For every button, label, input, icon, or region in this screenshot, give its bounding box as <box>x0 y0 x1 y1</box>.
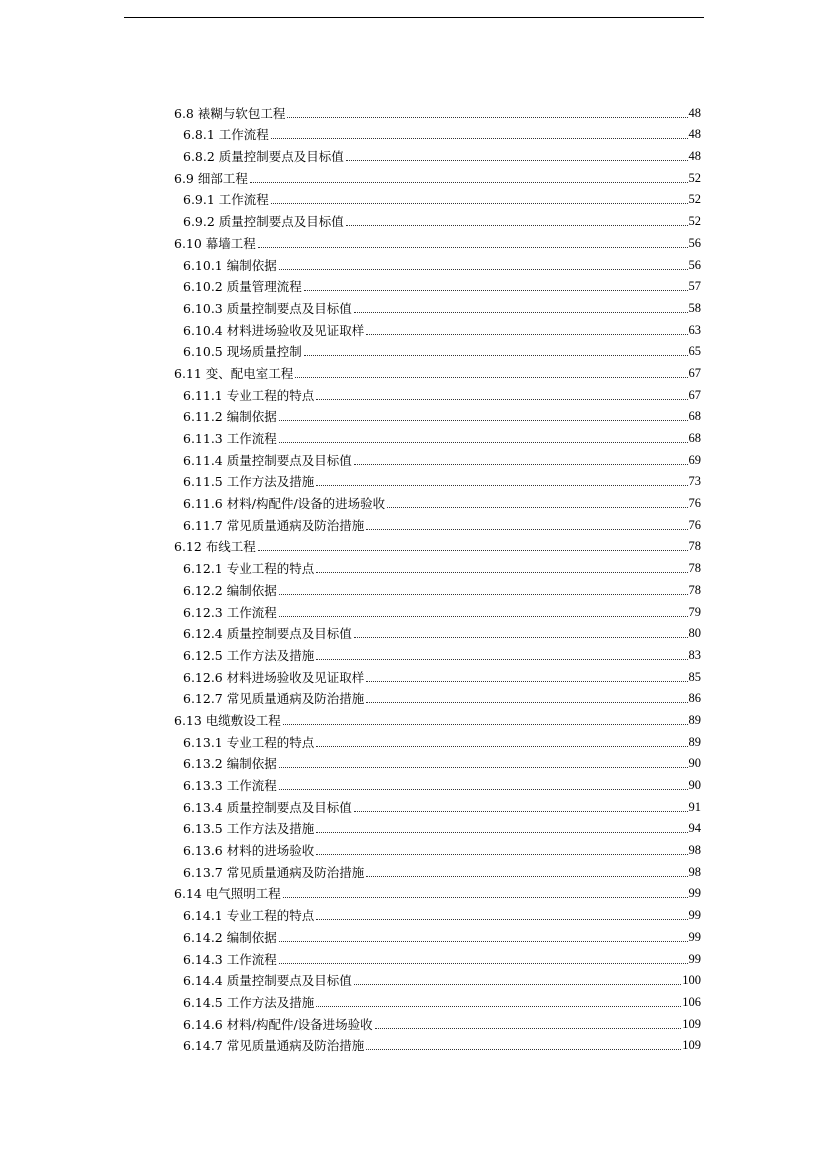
toc-entry[interactable] <box>174 360 701 382</box>
toc-entry-label: 6.12.3 工作流程 <box>183 604 277 620</box>
toc-dot-leader <box>279 594 688 595</box>
toc-entry-label: 6.12.4 质量控制要点及目标值 <box>183 626 352 642</box>
toc-entry-label: 6.13.3 工作流程 <box>183 778 277 793</box>
toc-entry[interactable] <box>174 946 701 968</box>
toc-dot-leader <box>346 160 688 161</box>
toc-entry-page-number: 91 <box>688 799 701 814</box>
toc-entry[interactable] <box>174 642 701 664</box>
toc-entry[interactable] <box>174 837 701 859</box>
toc-entry-page-number: 67 <box>688 365 701 380</box>
toc-entry[interactable] <box>174 968 701 990</box>
toc-entry-page-number: 98 <box>688 843 701 858</box>
toc-entry-page-number: 57 <box>688 279 701 294</box>
toc-entry[interactable] <box>174 122 701 144</box>
toc-entry-page-number: 68 <box>688 409 701 424</box>
toc-entry-page-number: 106 <box>682 994 701 1009</box>
toc-entry-label: 6.13.5 工作方法及措施 <box>183 821 315 837</box>
toc-dot-leader <box>354 811 688 812</box>
toc-entry-page-number: 109 <box>682 1038 701 1053</box>
toc-entry-page-number: 85 <box>688 669 701 684</box>
toc-entry[interactable] <box>174 555 701 577</box>
header-rule <box>124 17 704 18</box>
toc-dot-leader <box>250 182 688 183</box>
toc-entry[interactable] <box>174 707 701 729</box>
toc-entry-label: 6.13.1 专业工程的特点 <box>183 734 315 750</box>
toc-dot-leader <box>316 572 687 573</box>
toc-entry-label: 6.12.7 常见质量通病及防治措施 <box>183 691 365 707</box>
toc-entry-page-number: 100 <box>682 973 701 988</box>
toc-dot-leader <box>316 746 687 747</box>
toc-dot-leader <box>279 442 688 443</box>
toc-entry[interactable] <box>174 208 701 230</box>
toc-entry-page-number: 68 <box>688 431 701 445</box>
toc-entry-label: 6.10.5 现场质量控制 <box>183 344 302 360</box>
toc-entry-label: 6.9.1 工作流程 <box>183 192 269 208</box>
toc-entry[interactable] <box>174 187 701 209</box>
toc-entry-label: 6.12.2 编制依据 <box>183 582 277 598</box>
toc-dot-leader <box>366 876 687 877</box>
toc-entry[interactable] <box>174 382 701 404</box>
toc-entry-label: 6.14.6 材料/构配件/设备进场验收 <box>183 1016 373 1032</box>
toc-entry[interactable] <box>174 924 701 946</box>
toc-entry-label: 6.13.4 质量控制要点及目标值 <box>183 799 352 815</box>
toc-entry-label: 6.11.3 工作流程 <box>183 431 277 446</box>
toc-dot-leader <box>366 1049 681 1050</box>
toc-entry-page-number: 56 <box>688 235 701 250</box>
toc-entry[interactable] <box>174 165 701 187</box>
toc-entry[interactable] <box>174 143 701 165</box>
toc-entry[interactable] <box>174 664 701 686</box>
toc-entry[interactable] <box>174 816 701 838</box>
toc-dot-leader <box>271 203 688 204</box>
toc-dot-leader <box>279 767 688 768</box>
toc-dot-leader <box>366 529 687 530</box>
toc-entry-label: 6.13.7 常见质量通病及防治措施 <box>183 864 365 880</box>
toc-dot-leader <box>283 897 688 898</box>
toc-entry[interactable] <box>174 295 701 317</box>
toc-entry[interactable] <box>174 686 701 708</box>
toc-entry-label: 6.13.6 材料的进场验收 <box>183 843 315 859</box>
toc-entry-label: 6.11.5 工作方法及措施 <box>183 474 315 490</box>
toc-entry-page-number: 94 <box>688 821 701 836</box>
toc-entry-page-number: 69 <box>688 452 701 467</box>
toc-entry-page-number: 109 <box>682 1016 701 1031</box>
toc-entry[interactable] <box>174 772 701 794</box>
toc-entry-label: 6.9.2 质量控制要点及目标值 <box>183 214 344 230</box>
toc-dot-leader <box>316 399 687 400</box>
toc-entry-page-number: 63 <box>688 322 701 337</box>
toc-entry[interactable] <box>174 859 701 881</box>
toc-dot-leader <box>279 616 688 617</box>
toc-entry[interactable] <box>174 794 701 816</box>
toc-entry[interactable] <box>174 425 701 447</box>
toc-dot-leader <box>316 1006 681 1007</box>
toc-entry-label: 6.10.1 编制依据 <box>183 257 277 273</box>
toc-entry-page-number: 56 <box>688 257 701 272</box>
toc-entry-page-number: 48 <box>688 105 701 120</box>
toc-entry-label: 6.12.1 专业工程的特点 <box>183 561 315 577</box>
toc-entry-page-number: 65 <box>688 344 701 359</box>
toc-dot-leader <box>354 312 688 313</box>
toc-dot-leader <box>279 269 688 270</box>
toc-entry[interactable] <box>174 751 701 773</box>
toc-entry[interactable] <box>174 339 701 361</box>
toc-dot-leader <box>346 225 688 226</box>
toc-entry-label: 6.12.5 工作方法及措施 <box>183 647 315 663</box>
toc-entry-page-number: 89 <box>688 712 701 727</box>
toc-dot-leader <box>283 724 688 725</box>
toc-dot-leader <box>258 550 688 551</box>
toc-entry-page-number: 99 <box>688 886 701 901</box>
toc-entry[interactable] <box>174 989 701 1011</box>
toc-entry-page-number: 48 <box>688 127 701 142</box>
toc-entry-label: 6.8.1 工作流程 <box>183 127 269 143</box>
toc-dot-leader <box>279 941 688 942</box>
toc-entry[interactable] <box>174 621 701 643</box>
toc-entry[interactable] <box>174 599 701 621</box>
toc-entry-label: 6.12.6 材料进场验收及见证取样 <box>183 669 365 685</box>
toc-entry[interactable] <box>174 230 701 252</box>
toc-dot-leader <box>258 247 688 248</box>
toc-entry[interactable] <box>174 469 701 491</box>
toc-dot-leader <box>316 919 687 920</box>
toc-entry[interactable] <box>174 100 701 122</box>
toc-dot-leader <box>387 507 687 508</box>
toc-entry-label: 6.14.4 质量控制要点及目标值 <box>183 973 352 989</box>
toc-dot-leader <box>366 334 687 335</box>
toc-entry-label: 6.14.2 编制依据 <box>183 929 277 945</box>
toc-dot-leader <box>354 637 688 638</box>
toc-entry-label: 6.8 裱糊与软包工程 <box>174 105 286 121</box>
toc-dot-leader <box>375 1028 682 1029</box>
toc-entry-page-number: 48 <box>688 149 701 164</box>
toc-entry[interactable] <box>174 1033 701 1055</box>
toc-entry-page-number: 83 <box>688 647 701 662</box>
toc-entry[interactable] <box>174 534 701 556</box>
toc-entry-page-number: 52 <box>688 214 701 229</box>
toc-entry[interactable] <box>174 404 701 426</box>
toc-dot-leader <box>271 138 688 139</box>
toc-entry[interactable] <box>174 274 701 296</box>
toc-entry[interactable] <box>174 490 701 512</box>
toc-entry-label: 6.14 电气照明工程 <box>174 886 281 902</box>
toc-entry-page-number: 99 <box>688 908 701 923</box>
toc-entry[interactable] <box>174 512 701 534</box>
toc-entry-page-number: 73 <box>688 474 701 489</box>
toc-entry-page-number: 80 <box>688 626 701 641</box>
toc-entry[interactable] <box>174 881 701 903</box>
toc-entry-page-number: 52 <box>688 170 701 185</box>
toc-entry-page-number: 76 <box>688 496 701 511</box>
toc-entry[interactable] <box>174 902 701 924</box>
toc-dot-leader <box>366 681 687 682</box>
toc-entry-page-number: 79 <box>688 604 701 619</box>
toc-entry-label: 6.14.5 工作方法及措施 <box>183 994 315 1010</box>
toc-dot-leader <box>366 702 687 703</box>
toc-entry[interactable] <box>174 577 701 599</box>
toc-entry-label: 6.10.3 质量控制要点及目标值 <box>183 300 352 316</box>
toc-entry-label: 6.12 布线工程 <box>174 539 256 555</box>
toc-entry-page-number: 86 <box>688 691 701 706</box>
toc-entry-label: 6.11.6 材料/构配件/设备的进场验收 <box>183 496 386 512</box>
toc-dot-leader <box>316 832 687 833</box>
toc-entry-page-number: 78 <box>688 582 701 597</box>
toc-entry[interactable] <box>174 729 701 751</box>
toc-entry-page-number: 58 <box>688 300 701 315</box>
toc-entry-label: 6.11.1 专业工程的特点 <box>183 387 315 403</box>
toc-entry-page-number: 78 <box>688 561 701 576</box>
toc-entry-page-number: 76 <box>688 517 701 532</box>
table-of-contents <box>174 100 701 1054</box>
toc-dot-leader <box>287 117 687 118</box>
toc-entry-page-number: 90 <box>688 778 701 792</box>
toc-dot-leader <box>354 464 688 465</box>
toc-entry-page-number: 52 <box>688 192 701 207</box>
toc-entry[interactable] <box>174 317 701 339</box>
toc-entry-page-number: 67 <box>688 387 701 402</box>
toc-entry-label: 6.10 幕墙工程 <box>174 235 256 251</box>
toc-dot-leader <box>279 420 688 421</box>
toc-entry-page-number: 90 <box>688 756 701 771</box>
toc-entry-page-number: 78 <box>688 539 701 554</box>
toc-entry-label: 6.10.2 质量管理流程 <box>183 279 302 295</box>
toc-dot-leader <box>295 377 687 378</box>
toc-entry-label: 6.14.7 常见质量通病及防治措施 <box>183 1038 365 1054</box>
toc-entry-page-number: 99 <box>688 951 701 966</box>
toc-dot-leader <box>316 485 687 486</box>
toc-entry-label: 6.11 变、配电室工程 <box>174 365 294 381</box>
toc-entry[interactable] <box>174 252 701 274</box>
toc-entry-label: 6.10.4 材料进场验收及见证取样 <box>183 322 365 338</box>
toc-entry-page-number: 98 <box>688 864 701 879</box>
toc-dot-leader <box>304 355 688 356</box>
toc-entry[interactable] <box>174 447 701 469</box>
toc-dot-leader <box>279 789 688 790</box>
toc-entry-page-number: 99 <box>688 929 701 944</box>
toc-entry-label: 6.14.3 工作流程 <box>183 951 277 967</box>
toc-entry-label: 6.13.2 编制依据 <box>183 756 277 772</box>
toc-dot-leader <box>316 659 687 660</box>
toc-entry-label: 6.9 细部工程 <box>174 170 248 186</box>
toc-entry-label: 6.8.2 质量控制要点及目标值 <box>183 149 344 165</box>
toc-entry[interactable] <box>174 1011 701 1033</box>
toc-dot-leader <box>316 854 687 855</box>
toc-entry-label: 6.11.2 编制依据 <box>183 409 277 425</box>
toc-entry-label: 6.11.4 质量控制要点及目标值 <box>183 452 352 468</box>
toc-entry-label: 6.14.1 专业工程的特点 <box>183 908 315 924</box>
toc-dot-leader <box>279 963 688 964</box>
toc-entry-page-number: 89 <box>688 734 701 749</box>
toc-dot-leader <box>304 290 688 291</box>
toc-dot-leader <box>354 984 682 985</box>
toc-entry-label: 6.13 电缆敷设工程 <box>174 712 281 728</box>
toc-entry-label: 6.11.7 常见质量通病及防治措施 <box>183 517 365 533</box>
